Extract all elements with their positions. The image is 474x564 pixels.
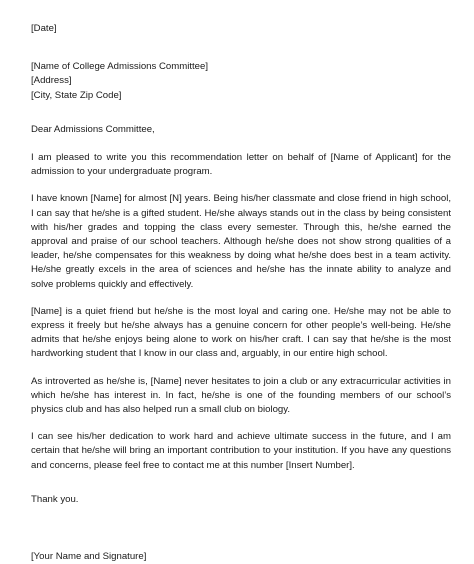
- paragraph-background: I have known [Name] for almost [N] years. Being his/her classmate and close friend in high school, I can say that he/she is a gifted student. He/she always stands out in the class by being consistent with his/her grades and topping the class every semester. Through this, he/she earned the approval and praise of our school teachers. Although he/she does not show strong qualities of a leader, he/she compensates for this weakness by doing what he/she does best in a team activity. He/she greatly excels in the area of sciences and he/she has the innate ability to analyze and solve problems quickly and effectively.: [31, 193, 451, 290]
- closing: Thank you.: [31, 493, 79, 505]
- paragraph-intro: I am pleased to write you this recommendation letter on behalf of [Name of Applicant] for the admission to your undergraduate program.: [31, 152, 451, 178]
- paragraph-character: [Name] is a quiet friend but he/she is the most loyal and caring one. He/she may not be able to express it freely but he/she always has a genuine concern for other people’s well-being. He/she admits that he/she enjoys being alone to work on his/her craft. I can say that he/she is the most hardworking student that I know in our class and, arguably, in our entire high school.: [31, 305, 451, 360]
- letter-date: [Date]: [31, 23, 57, 34]
- recipient-block: [31, 60, 451, 103]
- paragraph-conclusion: I can see his/her dedication to work hard and achieve ultimate success in the future, and I am certain that he/she will bring an important contribution to your institution. If you have any questions and concerns, please feel free to contact me at this number [Insert Number].: [31, 431, 451, 471]
- paragraph-activities: As introverted as he/she is, [Name] never hesitates to join a club or any extracurricular activities in which he/she has interest in. In fact, he/she is one of the founding members of our school’s physics club and has also helped run a small club on biology.: [31, 375, 451, 416]
- salutation: Dear Admissions Committee,: [31, 123, 155, 135]
- recommendation-letter: [31, 22, 451, 564]
- signature: [Your Name and Signature]: [31, 551, 147, 563]
- recipient-city-state-zip: [City, State Zip Code]: [31, 89, 122, 101]
- letter-body: [31, 151, 451, 473]
- recipient-name: [Name of College Admissions Committee]: [31, 61, 209, 73]
- recipient-address: [Address]: [31, 75, 72, 87]
